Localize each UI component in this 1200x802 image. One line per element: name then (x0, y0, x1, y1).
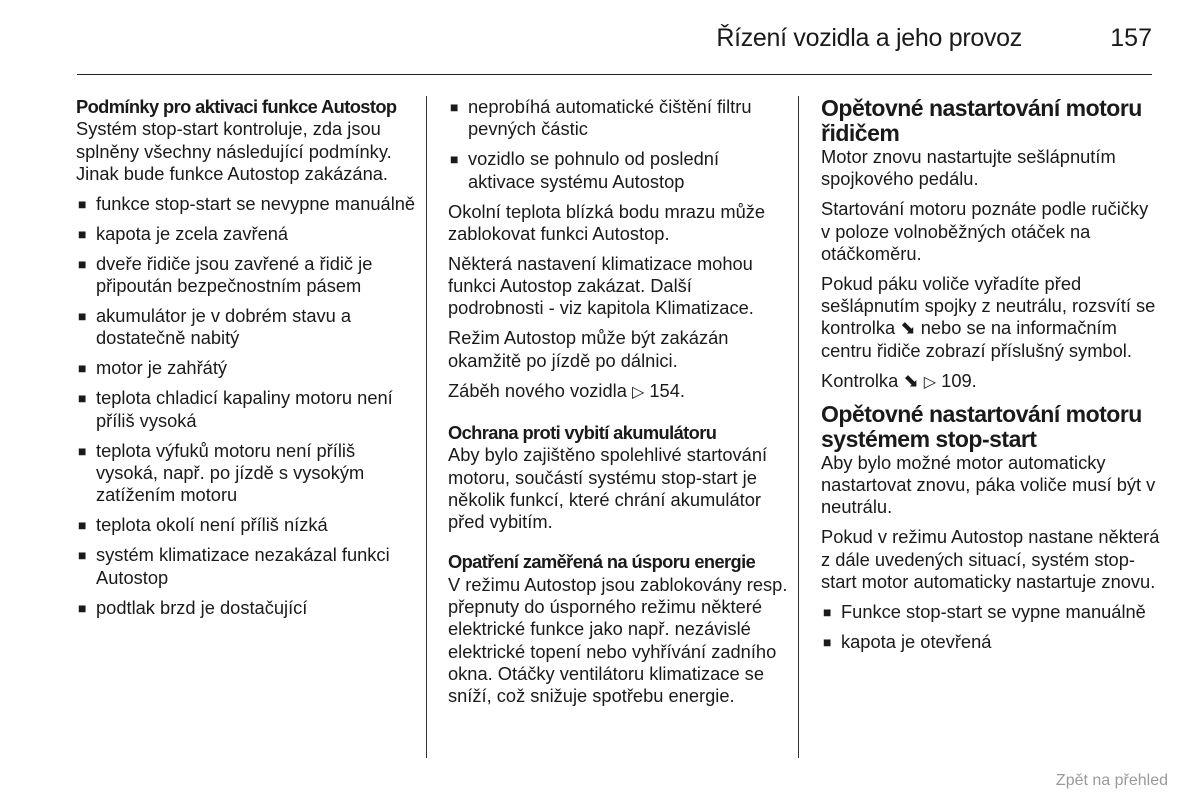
heading-restart-by-system: Opětovné nastartování motoru systémem stop-start (821, 400, 1142, 452)
list-item: ■ kapota je otevřená (823, 630, 992, 652)
paragraph: Některá nastavení klimatizace mohou funkci Autostop zakázat. Další podrobnosti - viz kapitola Klimatizace. (448, 252, 754, 319)
paragraph: Režim Autostop může být zakázán okamžitě po jízdě po dálnici. (448, 327, 729, 371)
list-item: ■ teplota výfuků motoru není příliš vysoká, např. po jízdě s vysokým zatížením motoru (78, 439, 365, 506)
square-bullet-icon: ■ (78, 195, 87, 212)
column-3 (821, 96, 1161, 661)
back-to-overview-link[interactable]: Zpět na přehled (1055, 772, 1168, 789)
autostop-indicator-icon: ⬊ (900, 317, 916, 339)
square-bullet-icon: ■ (78, 225, 87, 242)
paragraph: Záběh nového vozidla ▷ 154. (448, 379, 685, 401)
list-item: ■ podtlak brzd je dostačující (78, 596, 308, 618)
subheading-energy-saving: Opatření zaměřená na úsporu energie (448, 551, 756, 573)
page-reference[interactable]: 109. (941, 369, 977, 391)
paragraph: Okolní teplota blízká bodu mrazu může zablokovat funkci Autostop. (448, 200, 766, 244)
paragraph: Kontrolka ⬊ ▷ 109. (821, 369, 977, 391)
subheading-autostop-conditions: Podmínky pro aktivaci funkce Autostop (76, 96, 397, 117)
paragraph: Pokud páku voliče vyřadíte před sešlápnutím spojky z neutrálu, rozsvítí se kontrolka ⬊ nebo se na informačním centru řidiče zobrazí příslušný symbol. (821, 272, 1156, 361)
section-title: Řízení vozidla a jeho provoz (716, 24, 1022, 52)
square-bullet-icon: ■ (78, 308, 87, 325)
list-item: ■ motor je zahřátý (78, 357, 228, 379)
square-bullet-icon: ■ (78, 360, 87, 377)
list-item: ■ teplota chladicí kapaliny motoru není příliš vysoká (78, 387, 393, 431)
column-divider (798, 96, 799, 758)
square-bullet-icon: ■ (823, 603, 832, 620)
paragraph: Aby bylo zajištěno spolehlivé startování motoru, součástí systému stop-start je několik funkcí, které chrání akumulátor před vybitím. (448, 444, 768, 533)
square-bullet-icon: ■ (78, 255, 87, 272)
square-bullet-icon: ■ (78, 517, 87, 534)
page-number: 157 (1110, 24, 1152, 52)
paragraph: Startování motoru poznáte podle ručičky v poloze volnoběžných otáček na otáčkoměru. (821, 198, 1149, 264)
square-bullet-icon: ■ (78, 547, 87, 564)
conditions-list-continued (448, 96, 788, 193)
page-header (80, 22, 1152, 58)
paragraph: Pokud v režimu Autostop nastane některá z dále uvedených situací, systém stop-start motor automaticky nastartuje znovu. (821, 526, 1160, 592)
list-item: ■ kapota je zcela zavřená (78, 222, 289, 244)
list-item: ■ systém klimatizace nezakázal funkci Autostop (78, 544, 390, 588)
column-2 (448, 96, 788, 715)
subheading-battery-protection: Ochrana proti vybití akumulátoru (448, 422, 717, 443)
autostop-indicator-icon: ⬊ (903, 369, 919, 391)
page-reference-arrow-icon[interactable]: ▷ (923, 373, 937, 391)
list-item: ■ teplota okolí není příliš nízká (78, 514, 328, 536)
square-bullet-icon: ■ (450, 151, 459, 168)
paragraph: Systém stop-start kontroluje, zda jsou splněny všechny následující podmínky. Jinak bude funkce Autostop zakázána. (76, 118, 392, 184)
conditions-list (76, 193, 416, 619)
header-divider (77, 74, 1152, 75)
column-divider (426, 96, 427, 758)
page-reference[interactable]: 154. (649, 379, 685, 401)
list-item: ■ Funkce stop-start se vypne manuálně (823, 600, 1146, 622)
list-item: ■ akumulátor je v dobrém stavu a dostatečně nabitý (78, 305, 352, 349)
paragraph: Motor znovu nastartujte sešlápnutím spojkového pedálu. (821, 146, 1116, 190)
paragraph: Aby bylo možné motor automaticky nastartovat znovu, páka voliče musí být v neutrálu. (821, 451, 1156, 518)
list-item: ■ vozidlo se pohnulo od poslední aktivace systému Autostop (450, 148, 720, 192)
paragraph: V režimu Autostop jsou zablokovány resp. přepnuty do úsporného režimu některé elektrické funkce jako např. nezávislé elektrické topení nebo vyhřívání zadního okna. Otáčky ventilátoru klimatizace se sníží, což snižuje spotřebu energie. (448, 573, 788, 707)
restart-list (821, 601, 1161, 653)
square-bullet-icon: ■ (78, 442, 87, 459)
page-reference-arrow-icon[interactable]: ▷ (631, 383, 645, 401)
list-item: ■ dveře řidiče jsou zavřené a řidič je připoután bezpečnostním pásem (78, 252, 373, 297)
list-item: ■ neprobíhá automatické čištění filtru pevných částic (450, 96, 752, 140)
heading-restart-by-driver: Opětovné nastartování motoru řidičem (821, 95, 1142, 146)
square-bullet-icon: ■ (78, 599, 87, 616)
column-1 (76, 96, 416, 627)
list-item: ■ funkce stop-start se nevypne manuálně (78, 192, 416, 214)
square-bullet-icon: ■ (78, 390, 87, 407)
square-bullet-icon: ■ (450, 99, 459, 115)
square-bullet-icon: ■ (823, 633, 832, 650)
